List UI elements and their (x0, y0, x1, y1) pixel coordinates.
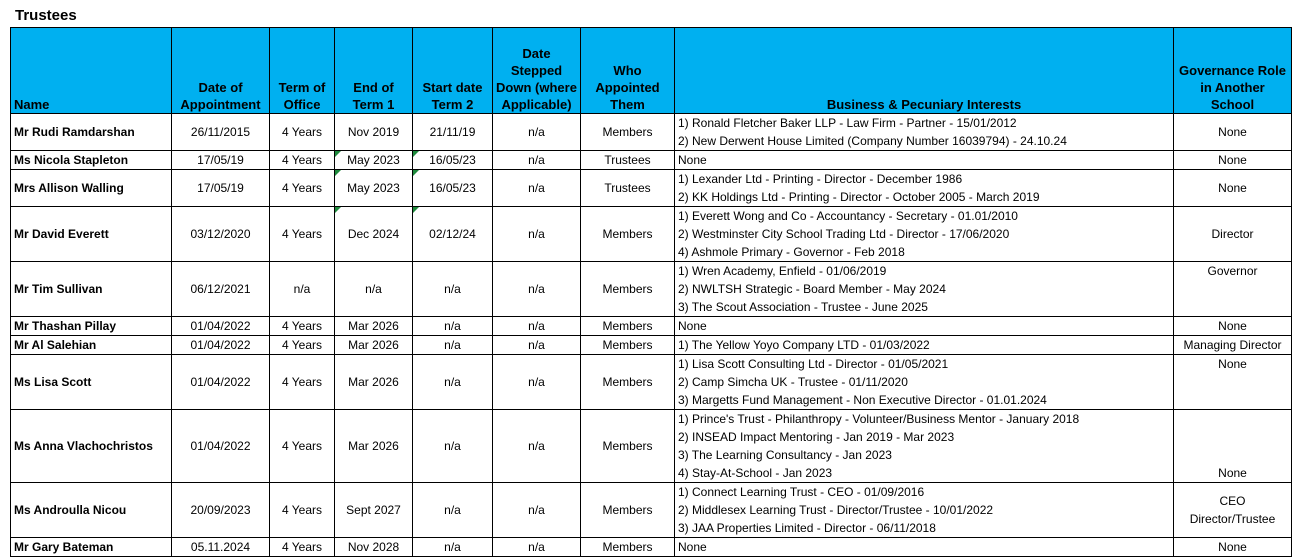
interest-item: 3) JAA Properties Limited - Director - 06/11/2018 (678, 521, 936, 535)
interest-item: None (678, 540, 707, 554)
interests-cell (675, 170, 1174, 207)
interest-item: 2) KK Holdings Ltd - Printing - Director - October 2005 - March 2019 (678, 190, 1040, 204)
governance-cell: None (1174, 170, 1292, 207)
term-cell: 4 Years (270, 538, 335, 557)
start-term2-cell: n/a (413, 336, 493, 355)
start-term2-cell: n/a (413, 538, 493, 557)
table-row (11, 207, 1292, 262)
interests-cell (675, 151, 1174, 170)
table-row (11, 114, 1292, 151)
interests-cell (675, 355, 1174, 410)
interest-item: 1) Ronald Fletcher Baker LLP - Law Firm - Partner - 15/01/2012 (678, 116, 1017, 130)
interest-item: 4) Stay-At-School - Jan 2023 (678, 466, 833, 480)
term-cell: 4 Years (270, 483, 335, 538)
term-cell: n/a (270, 262, 335, 317)
start-term2-cell: n/a (413, 262, 493, 317)
stepped-down-cell: n/a (493, 114, 581, 151)
interests-cell (675, 483, 1174, 538)
who-appointed-cell: Trustees (581, 151, 675, 170)
governance-cell: Director (1174, 207, 1292, 262)
header-who-appointed: Who Appointed Them (581, 28, 675, 114)
start-term2-cell: n/a (413, 355, 493, 410)
header-name: Name (11, 28, 172, 114)
governance-cell: None (1174, 355, 1292, 410)
who-appointed-cell: Members (581, 355, 675, 410)
interest-item: None (678, 319, 707, 333)
header-end-term1: End of Term 1 (335, 28, 413, 114)
header-governance: Governance Role in Another School (1174, 28, 1292, 114)
table-row (11, 483, 1292, 538)
appointed-cell: 17/05/19 (172, 151, 270, 170)
interest-item: 1) Connect Learning Trust - CEO - 01/09/2016 (678, 485, 925, 499)
interest-item: 1) Lisa Scott Consulting Ltd - Director - 01/05/2021 (678, 357, 949, 371)
header-start-term2: Start date Term 2 (413, 28, 493, 114)
name-cell: Ms Lisa Scott (11, 355, 172, 410)
interest-item: 1) Prince's Trust - Philanthropy - Volunteer/Business Mentor - January 2018 (678, 412, 1080, 426)
who-appointed-cell: Members (581, 410, 675, 483)
stepped-down-cell: n/a (493, 410, 581, 483)
header-row (11, 28, 1292, 114)
header-date-appointment: Date of Appointment (172, 28, 270, 114)
interest-item: 2) INSEAD Impact Mentoring - Jan 2019 - Mar 2023 (678, 430, 955, 444)
interests-cell (675, 114, 1174, 151)
trustees-table (10, 27, 1292, 557)
start-term2-cell: 16/05/23 (413, 151, 493, 170)
name-cell: Ms Nicola Stapleton (11, 151, 172, 170)
governance-cell: None (1174, 114, 1292, 151)
start-term2-cell: 02/12/24 (413, 207, 493, 262)
end-term1-cell: Mar 2026 (335, 410, 413, 483)
end-term1-cell: Nov 2019 (335, 114, 413, 151)
end-term1-cell: Mar 2026 (335, 355, 413, 410)
table-row (11, 317, 1292, 336)
stepped-down-cell: n/a (493, 151, 581, 170)
interest-item: 3) The Learning Consultancy - Jan 2023 (678, 448, 892, 462)
interest-item: 1) Lexander Ltd - Printing - Director - December 1986 (678, 172, 963, 186)
who-appointed-cell: Members (581, 538, 675, 557)
end-term1-cell: May 2023 (335, 151, 413, 170)
appointed-cell: 17/05/19 (172, 170, 270, 207)
interest-item: 3) The Scout Association - Trustee - June 2025 (678, 300, 928, 314)
end-term1-cell: May 2023 (335, 170, 413, 207)
term-cell: 4 Years (270, 114, 335, 151)
governance-cell: CEO Director/Trustee (1174, 483, 1292, 538)
name-cell: Mr Tim Sullivan (11, 262, 172, 317)
term-cell: 4 Years (270, 410, 335, 483)
page-title: Trustees (15, 7, 77, 24)
appointed-cell: 03/12/2020 (172, 207, 270, 262)
name-cell: Mr David Everett (11, 207, 172, 262)
stepped-down-cell: n/a (493, 317, 581, 336)
name-cell: Mr Thashan Pillay (11, 317, 172, 336)
start-term2-cell: n/a (413, 317, 493, 336)
name-cell: Ms Anna Vlachochristos (11, 410, 172, 483)
term-cell: 4 Years (270, 317, 335, 336)
end-term1-cell: Nov 2028 (335, 538, 413, 557)
who-appointed-cell: Members (581, 483, 675, 538)
who-appointed-cell: Members (581, 207, 675, 262)
table-row (11, 410, 1292, 483)
appointed-cell: 01/04/2022 (172, 336, 270, 355)
end-term1-cell: Mar 2026 (335, 317, 413, 336)
appointed-cell: 26/11/2015 (172, 114, 270, 151)
term-cell: 4 Years (270, 336, 335, 355)
interest-item: 1) Everett Wong and Co - Accountancy - Secretary - 01.01/2010 (678, 209, 1018, 223)
stepped-down-cell: n/a (493, 262, 581, 317)
name-cell: Mr Al Salehian (11, 336, 172, 355)
interest-item: None (678, 153, 707, 167)
interests-cell (675, 317, 1174, 336)
table-row (11, 355, 1292, 410)
interest-item: 4) Ashmole Primary - Governor - Feb 2018 (678, 245, 905, 259)
appointed-cell: 20/09/2023 (172, 483, 270, 538)
name-cell: Mr Rudi Ramdarshan (11, 114, 172, 151)
end-term1-cell: Mar 2026 (335, 336, 413, 355)
interests-cell (675, 336, 1174, 355)
term-cell: 4 Years (270, 170, 335, 207)
term-cell: 4 Years (270, 151, 335, 170)
table-row (11, 336, 1292, 355)
term-cell: 4 Years (270, 207, 335, 262)
interests-cell (675, 207, 1174, 262)
header-date-stepped-down: Date Stepped Down (where Applicable) (493, 28, 581, 114)
end-term1-cell: Dec 2024 (335, 207, 413, 262)
header-interests: Business & Pecuniary Interests (675, 28, 1174, 114)
start-term2-cell: n/a (413, 410, 493, 483)
start-term2-cell: 16/05/23 (413, 170, 493, 207)
start-term2-cell: n/a (413, 483, 493, 538)
governance-cell: None (1174, 538, 1292, 557)
stepped-down-cell: n/a (493, 336, 581, 355)
end-term1-cell: n/a (335, 262, 413, 317)
end-term1-cell: Sept 2027 (335, 483, 413, 538)
stepped-down-cell: n/a (493, 207, 581, 262)
interest-item: 1) Wren Academy, Enfield - 01/06/2019 (678, 264, 887, 278)
governance-cell: None (1174, 317, 1292, 336)
governance-cell: None (1174, 151, 1292, 170)
stepped-down-cell: n/a (493, 355, 581, 410)
interest-item: 2) NWLTSH Strategic - Board Member - May 2024 (678, 282, 946, 296)
name-cell: Mrs Allison Walling (11, 170, 172, 207)
name-cell: Mr Gary Bateman (11, 538, 172, 557)
term-cell: 4 Years (270, 355, 335, 410)
appointed-cell: 01/04/2022 (172, 355, 270, 410)
who-appointed-cell: Members (581, 262, 675, 317)
name-cell: Ms Androulla Nicou (11, 483, 172, 538)
appointed-cell: 01/04/2022 (172, 410, 270, 483)
header-term-office: Term of Office (270, 28, 335, 114)
interests-cell (675, 262, 1174, 317)
interest-item: 2) Middlesex Learning Trust - Director/Trustee - 10/01/2022 (678, 503, 994, 517)
who-appointed-cell: Members (581, 317, 675, 336)
appointed-cell: 01/04/2022 (172, 317, 270, 336)
governance-cell: None (1174, 410, 1292, 483)
stepped-down-cell: n/a (493, 170, 581, 207)
interest-item: 1) The Yellow Yoyo Company LTD - 01/03/2022 (678, 338, 930, 352)
table-row (11, 538, 1292, 557)
interest-item: 2) Camp Simcha UK - Trustee - 01/11/2020 (678, 375, 908, 389)
governance-cell: Managing Director (1174, 336, 1292, 355)
stepped-down-cell: n/a (493, 538, 581, 557)
table-row (11, 170, 1292, 207)
start-term2-cell: 21/11/19 (413, 114, 493, 151)
interests-cell (675, 410, 1174, 483)
interests-cell (675, 538, 1174, 557)
interest-item: 3) Margetts Fund Management - Non Executive Director - 01.01.2024 (678, 393, 1047, 407)
table-row (11, 262, 1292, 317)
interest-item: 2) New Derwent House Limited (Company Number 16039794) - 24.10.24 (678, 134, 1067, 148)
appointed-cell: 06/12/2021 (172, 262, 270, 317)
who-appointed-cell: Members (581, 336, 675, 355)
who-appointed-cell: Trustees (581, 170, 675, 207)
who-appointed-cell: Members (581, 114, 675, 151)
interest-item: 2) Westminster City School Trading Ltd - Director - 17/06/2020 (678, 227, 1010, 241)
stepped-down-cell: n/a (493, 483, 581, 538)
appointed-cell: 05.11.2024 (172, 538, 270, 557)
governance-cell: Governor (1174, 262, 1292, 317)
table-row (11, 151, 1292, 170)
